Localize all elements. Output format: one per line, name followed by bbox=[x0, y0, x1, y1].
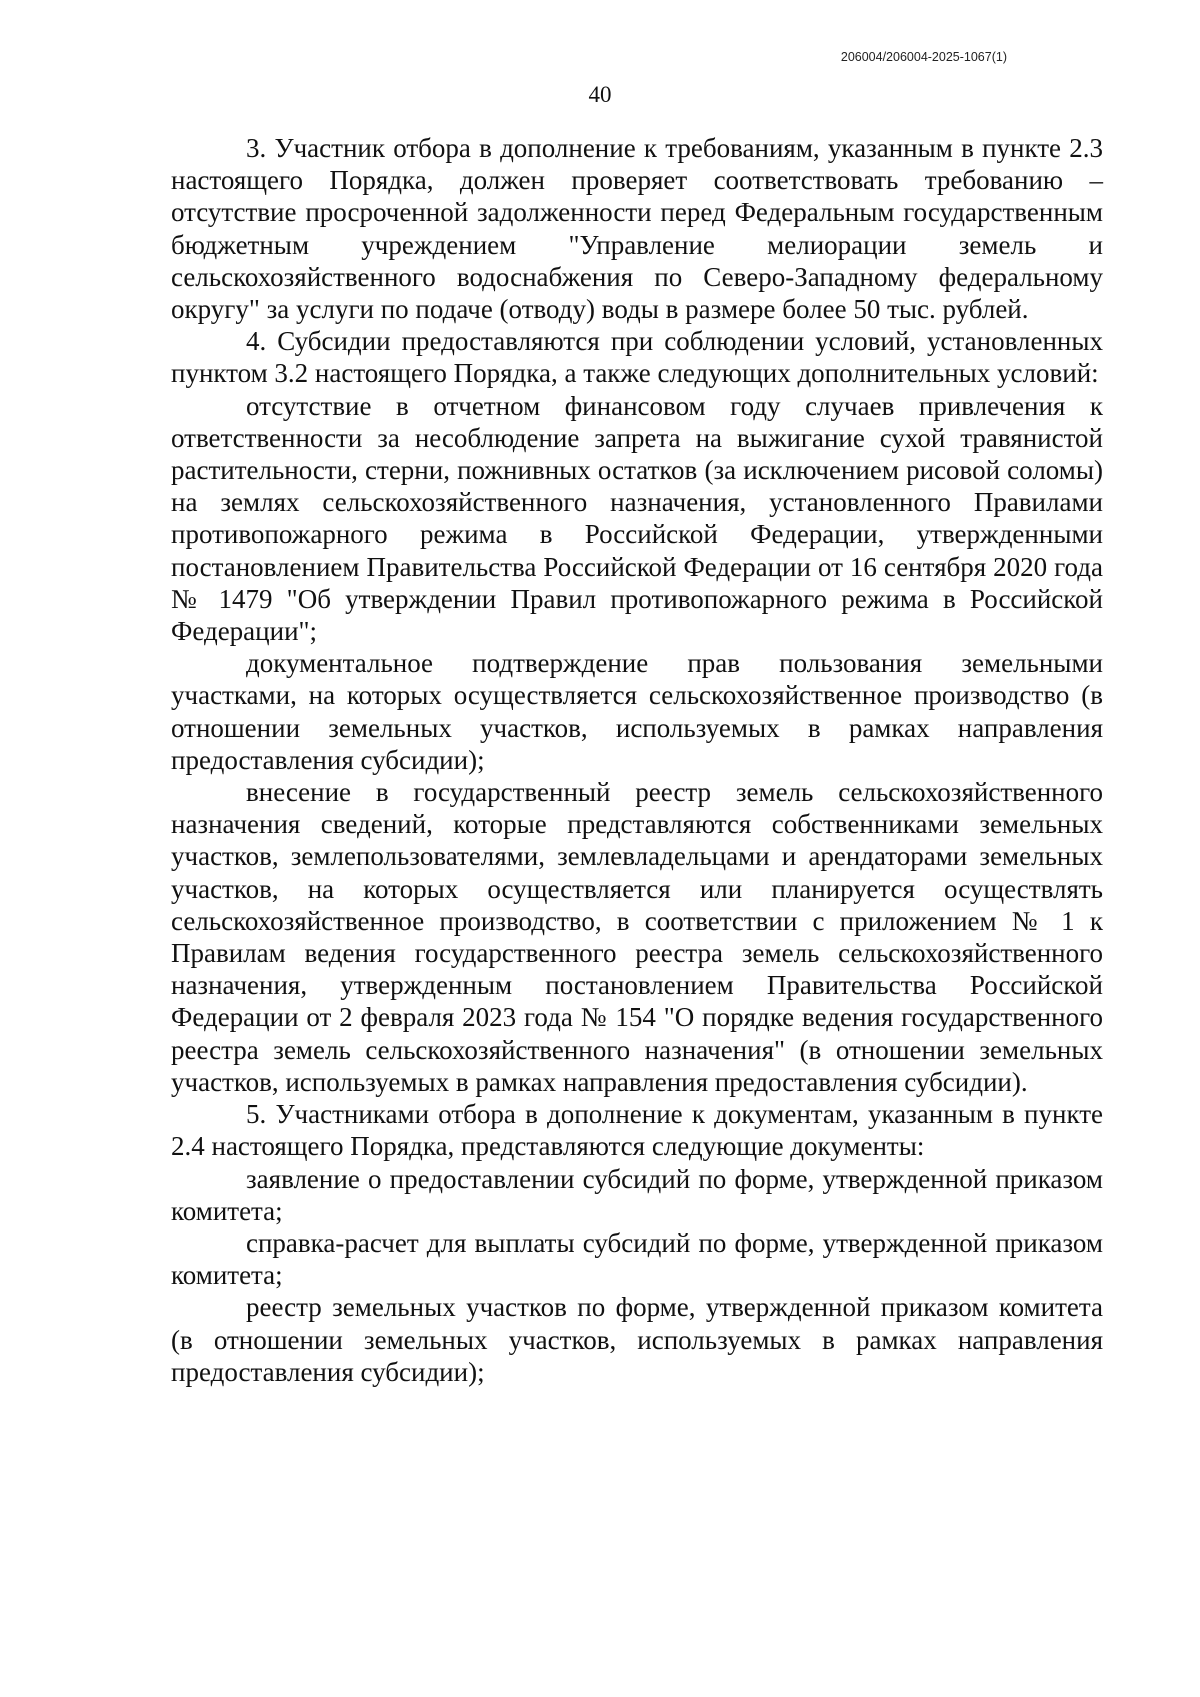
document-id: 206004/206004-2025-1067(1) bbox=[840, 50, 1007, 64]
page-number: 40 bbox=[588, 82, 612, 107]
document-land-registry: реестр земельных участков по форме, утвержденной приказом комитета (в отношении земельных участков, используемых в рамках направления предоставления субсидии); bbox=[171, 1292, 1103, 1387]
paragraph-item-5: 5. Участниками отбора в дополнение к документам, указанным в пункте 2.4 настоящего Порядка, представляются следующие документы: bbox=[171, 1099, 1103, 1162]
condition-land-rights: документальное подтверждение прав пользования земельными участками, на которых осуществляется сельскохозяйственное производство (в отношении земельных участков, используемых в рамках направления предоставления субсидии); bbox=[171, 648, 1103, 775]
condition-fire-safety: отсутствие в отчетном финансовом году случаев привлечения к ответственности за несоблюдение запрета на выжигание сухой травянистой растительности, стерни, пожнивных остатков (за исключением рисовой соломы) на землях сельскохозяйственного назначения, установленного Правилами противопожарного режима в Российской Федерации, утвержденными постановлением Правительства Российской Федерации от 16 сентября 2020 года № 1479 "Об утверждении Правил противопожарного режима в Российской Федерации"; bbox=[171, 390, 1103, 647]
document-calculation: справка-расчет для выплаты субсидий по форме, утвержденной приказом комитета; bbox=[171, 1227, 1103, 1291]
document-body bbox=[171, 132, 1103, 1388]
document-application: заявление о предоставлении субсидий по форме, утвержденной приказом комитета; bbox=[171, 1163, 1103, 1226]
paragraph-item-3: 3. Участник отбора в дополнение к требованиям, указанным в пункте 2.3 настоящего Порядка, должен проверяет соответствовать требованию – отсутствие просроченной задолженности перед Федеральным государственным бюджетным учреждением "Управление мелиорации земель и сельскохозяйственного водоснабжения по Северо-Западному федеральному округу" за услуги по подаче (отводу) воды в размере более 50 тыс. рублей. bbox=[171, 133, 1103, 325]
condition-land-registry: внесение в государственный реестр земель сельскохозяйственного назначения сведений, которые представляются собственниками земельных участков, землепользователями, землевладельцами и арендаторами земельных участков, на которых осуществляется или планируется осуществлять сельскохозяйственное производство, в соответствии с приложением № 1 к Правилам ведения государственного реестра земель сельскохозяйственного назначения, утвержденным постановлением Правительства Российской Федерации от 2 февраля 2023 года № 154 "О порядке ведения государственного реестра земель сельскохозяйственного назначения" (в отношении земельных участков, используемых в рамках направления предоставления субсидии). bbox=[171, 777, 1103, 1097]
paragraph-item-4: 4. Субсидии предоставляются при соблюдении условий, установленных пунктом 3.2 настоящего Порядка, а также следующих дополнительных условий: bbox=[171, 326, 1103, 389]
